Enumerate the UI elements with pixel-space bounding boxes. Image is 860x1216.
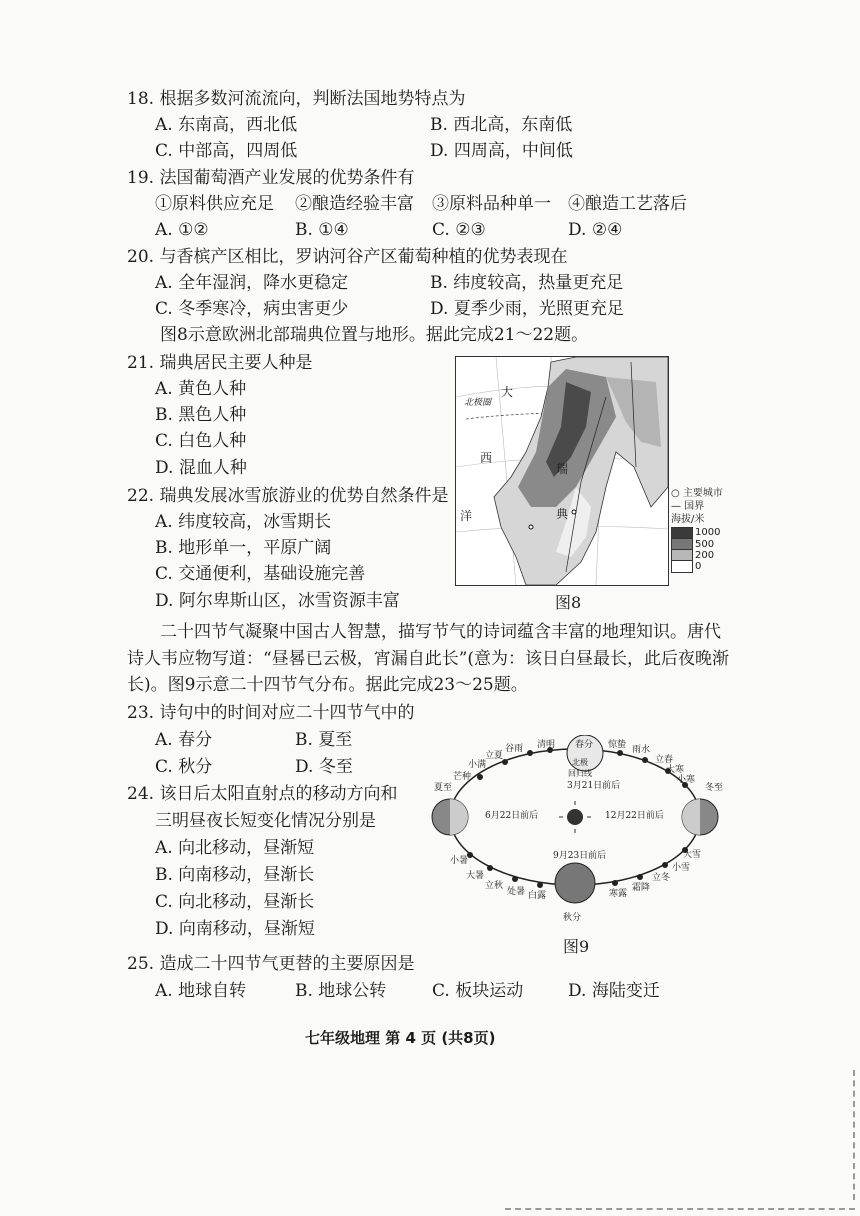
q20-option-b: B. 纬度较高，热量更充足 xyxy=(430,273,624,293)
q22-stem: 22. 瑞典发展冰雪旅游业的优势自然条件是 xyxy=(127,486,449,506)
q20-stem: 20. 与香槟产区相比，罗讷河谷产区葡萄种植的优势表现在 xyxy=(127,247,568,267)
figure-9-label: 图9 xyxy=(563,937,590,956)
q24-stem-line-1: 24. 该日后太阳直射点的移动方向和 xyxy=(127,784,398,804)
q22-option-d: D. 阿尔卑斯山区，冰雪资源丰富 xyxy=(155,591,400,611)
term-shuangjiang: 霜降 xyxy=(632,883,651,893)
q25-option-b: B. 地球公转 xyxy=(295,981,387,1001)
north-pole-label: 北极 xyxy=(572,758,588,767)
legend-city: ○ 主要城市 xyxy=(671,488,723,499)
q19-statement-4: ④酿造工艺落后 xyxy=(568,194,687,214)
term-xiaohan: 小寒 xyxy=(677,775,696,785)
term-lichun: 立春 xyxy=(655,755,674,765)
fig9-intro-line-1: 二十四节气凝聚中国古人智慧，描写节气的诗词蕴含丰富的地理知识。唐代 xyxy=(160,622,721,642)
term-xiazhi: 夏至 xyxy=(434,783,453,793)
term-dahan: 大寒 xyxy=(666,765,685,775)
term-lidong: 立冬 xyxy=(652,873,671,883)
legend-0: 0 xyxy=(695,561,702,572)
sweden-label: 瑞 xyxy=(556,462,569,476)
q23-option-c: C. 秋分 xyxy=(155,757,213,777)
arctic-circle-label: 北极圈 xyxy=(464,398,492,408)
q24-option-b: B. 向南移动，昼渐长 xyxy=(155,865,315,885)
tropic-label: 回归线 xyxy=(568,769,592,778)
term-qiufen: 秋分 xyxy=(563,913,582,923)
q20-option-d: D. 夏季少雨，光照更充足 xyxy=(430,299,624,319)
q25-stem: 25. 造成二十四节气更替的主要原因是 xyxy=(127,954,415,974)
q18-option-b: B. 西北高，东南低 xyxy=(430,115,573,135)
q24-option-c: C. 向北移动，昼渐长 xyxy=(155,892,315,912)
sweden-label-2: 典 xyxy=(556,507,569,521)
q21-stem: 21. 瑞典居民主要人种是 xyxy=(127,353,313,373)
ocean-label-1: 大 xyxy=(501,385,514,399)
term-bailu: 白露 xyxy=(528,891,547,901)
q24-option-a: A. 向北移动，昼渐短 xyxy=(155,838,315,858)
q24-stem-line-2: 三明昼夜长短变化情况分别是 xyxy=(155,811,376,831)
legend-500: 500 xyxy=(695,539,715,550)
q25-option-a: A. 地球自转 xyxy=(155,981,247,1001)
q25-option-d: D. 海陆变迁 xyxy=(568,981,660,1001)
q18-option-c: C. 中部高，四周低 xyxy=(155,141,298,161)
q21-option-a: A. 黄色人种 xyxy=(155,379,247,399)
term-mangzhong: 芒种 xyxy=(453,772,472,782)
figure-8-label: 图8 xyxy=(555,593,582,612)
term-jingzhe: 惊蛰 xyxy=(608,740,627,750)
q23-option-d: D. 冬至 xyxy=(295,757,353,777)
term-xiaoman: 小满 xyxy=(468,760,487,770)
legend-border: — 国界 xyxy=(671,501,705,512)
q21-option-b: B. 黑色人种 xyxy=(155,405,247,425)
fig9-intro-line-2: 诗人韦应物写道：“昼晷已云极，宵漏自此长”(意为：该日白昼最长，此后夜晚渐 xyxy=(127,649,730,669)
term-daxue: 大雪 xyxy=(683,850,702,860)
legend-swatch-0 xyxy=(671,560,693,573)
page-footer: 七年级地理 第 4 页 (共8页) xyxy=(305,1029,496,1047)
term-dashu: 大暑 xyxy=(466,871,485,881)
sun-icon xyxy=(567,809,583,825)
q21-option-c: C. 白色人种 xyxy=(155,431,247,451)
term-chunfen: 春分 xyxy=(575,740,594,750)
ocean-label-2: 西 xyxy=(480,451,493,465)
q19-option-c: C. ②③ xyxy=(432,220,486,240)
q18-option-a: A. 东南高，西北低 xyxy=(155,115,298,135)
q22-option-c: C. 交通便利，基础设施完善 xyxy=(155,564,366,584)
term-chushu: 处暑 xyxy=(507,887,526,897)
q23-option-b: B. 夏至 xyxy=(295,730,353,750)
q19-stem: 19. 法国葡萄酒产业发展的优势条件有 xyxy=(127,168,415,188)
q19-statement-1: ①原料供应充足 xyxy=(155,194,274,214)
ocean-label-3: 洋 xyxy=(460,509,473,523)
q21-option-d: D. 混血人种 xyxy=(155,458,247,478)
q20-option-c: C. 冬季寒冷，病虫害更少 xyxy=(155,299,349,319)
q19-option-d: D. ②④ xyxy=(568,220,623,240)
term-guyu: 谷雨 xyxy=(505,744,524,754)
q18-stem: 18. 根据多数河流流向，判断法国地势特点为 xyxy=(127,89,466,109)
term-hanlu: 寒露 xyxy=(609,889,628,899)
legend-200: 200 xyxy=(695,550,715,561)
q19-option-a: A. ①② xyxy=(155,220,209,240)
term-dongzhi: 冬至 xyxy=(705,783,724,793)
term-xiaoshu: 小暑 xyxy=(450,856,469,866)
q18-option-d: D. 四周高，中间低 xyxy=(430,141,573,161)
q25-option-c: C. 板块运动 xyxy=(432,981,524,1001)
q24-option-d: D. 向南移动，昼渐短 xyxy=(155,919,315,939)
fold-line-vertical xyxy=(853,1070,856,1200)
q22-option-a: A. 纬度较高，冰雪期长 xyxy=(155,512,332,532)
term-liqiu: 立秋 xyxy=(485,881,504,891)
term-lixia: 立夏 xyxy=(485,751,504,761)
date-september: 9月23日前后 xyxy=(553,851,607,861)
date-december: 12月22日前后 xyxy=(605,811,664,821)
sweden-map xyxy=(455,356,669,586)
map-legend xyxy=(671,487,723,573)
fold-line-horizontal xyxy=(505,1208,855,1211)
fig9-intro-line-3: 长)。图9示意二十四节气分布。据此完成23～25题。 xyxy=(127,675,528,695)
date-june: 6月22日前后 xyxy=(485,811,539,821)
term-xiaoxue: 小雪 xyxy=(672,863,691,873)
q19-option-b: B. ①④ xyxy=(295,220,349,240)
legend-elevation-title: 海拔/米 xyxy=(671,514,705,525)
fig8-intro: 图8示意欧洲北部瑞典位置与地形。据此完成21～22题。 xyxy=(160,325,589,345)
q22-option-b: B. 地形单一，平原广阔 xyxy=(155,538,332,558)
q19-statement-2: ②酿造经验丰富 xyxy=(295,194,414,214)
term-yushui: 雨水 xyxy=(632,745,651,755)
q19-statement-3: ③原料品种单一 xyxy=(432,194,551,214)
earth-autumn-equinox xyxy=(555,863,595,903)
q23-option-a: A. 春分 xyxy=(155,730,213,750)
q20-option-a: A. 全年湿润，降水更稳定 xyxy=(155,273,349,293)
legend-1000: 1000 xyxy=(695,527,721,538)
q23-stem: 23. 诗句中的时间对应二十四节气中的 xyxy=(127,703,415,723)
date-march: 3月21日前后 xyxy=(567,781,621,791)
term-qingming: 清明 xyxy=(537,740,556,750)
